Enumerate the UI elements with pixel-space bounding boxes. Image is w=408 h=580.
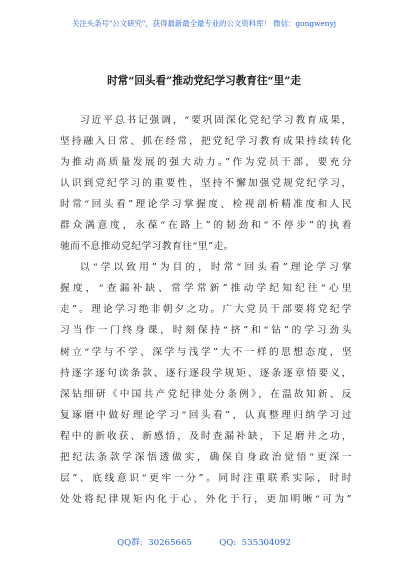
body-line: 把纪法条款学深悟透做实，确保自身政治觉悟“更深一 <box>60 451 352 463</box>
body-line: 程中的新收获、新感悟，及时查漏补缺，下足磨井之功， <box>60 430 352 442</box>
document-title: 时常“回头看”推动党纪学习教育往“里”走 <box>107 75 301 88</box>
body-line: 以“学以致用”为目的，时常“回头看”理论学习掌 <box>80 262 352 274</box>
body-line: 处处将纪律规矩内化于心、外化于行，更加明晰“可为” <box>60 493 352 505</box>
body-line: 认识到党纪学习的重要性，坚持不懈加强党规党纪学习， <box>60 178 352 190</box>
header-note: 关注头条号"公文研究"，获得最新最全最专业的公文资料库！ 微信：gongwenyj <box>71 19 337 28</box>
body-line: 坚持融入日常、抓在经常，把党纪学习教育成果持续转化 <box>60 136 352 148</box>
body-line: 习当作一门终身课，时刻保持“挤”和“钻”的学习劲头 <box>60 325 352 337</box>
body-line: 驰而不息推动党纪学习教育往“里”走。 <box>60 241 234 253</box>
body-line: 走”。理论学习绝非朝夕之功。广大党员干部要将党纪学 <box>60 304 352 316</box>
body-line: 群众满意度，永葆“在路上”的韧劲和“不停步”的执着 <box>60 220 352 232</box>
footer-contact: QQ群: 30265665 QQ: 535304092 <box>117 538 291 548</box>
body-line: 树立“学与不学、深学与浅学”大不一样的思想态度，坚 <box>60 346 352 358</box>
body-line: 时常“回头看”理论学习掌握度、检视剖析精准度和人民 <box>60 199 352 211</box>
body-line: 持逐字逐句读条款、逐行逐段学规矩、逐条逐章悟要义， <box>60 367 352 379</box>
document-body <box>60 110 352 510</box>
body-line: 为推动高质量发展的强大动力。”作为党员干部，要充分 <box>60 157 352 169</box>
body-line: 层”、底线意识“更牢一分”。同时注重联系实际，时时 <box>60 472 352 484</box>
body-line: 复琢磨中做好理论学习“回头看”，认真整理归纳学习过 <box>60 409 352 421</box>
body-line: 深钻细研《中国共产党纪律处分条例》，在温故知新、反 <box>60 388 352 400</box>
body-line: 握度，“查漏补缺、常学常新”推动学纪知纪往“心里 <box>60 283 352 295</box>
body-line: 习近平总书记强调，“要巩固深化党纪学习教育成果， <box>80 115 352 126</box>
